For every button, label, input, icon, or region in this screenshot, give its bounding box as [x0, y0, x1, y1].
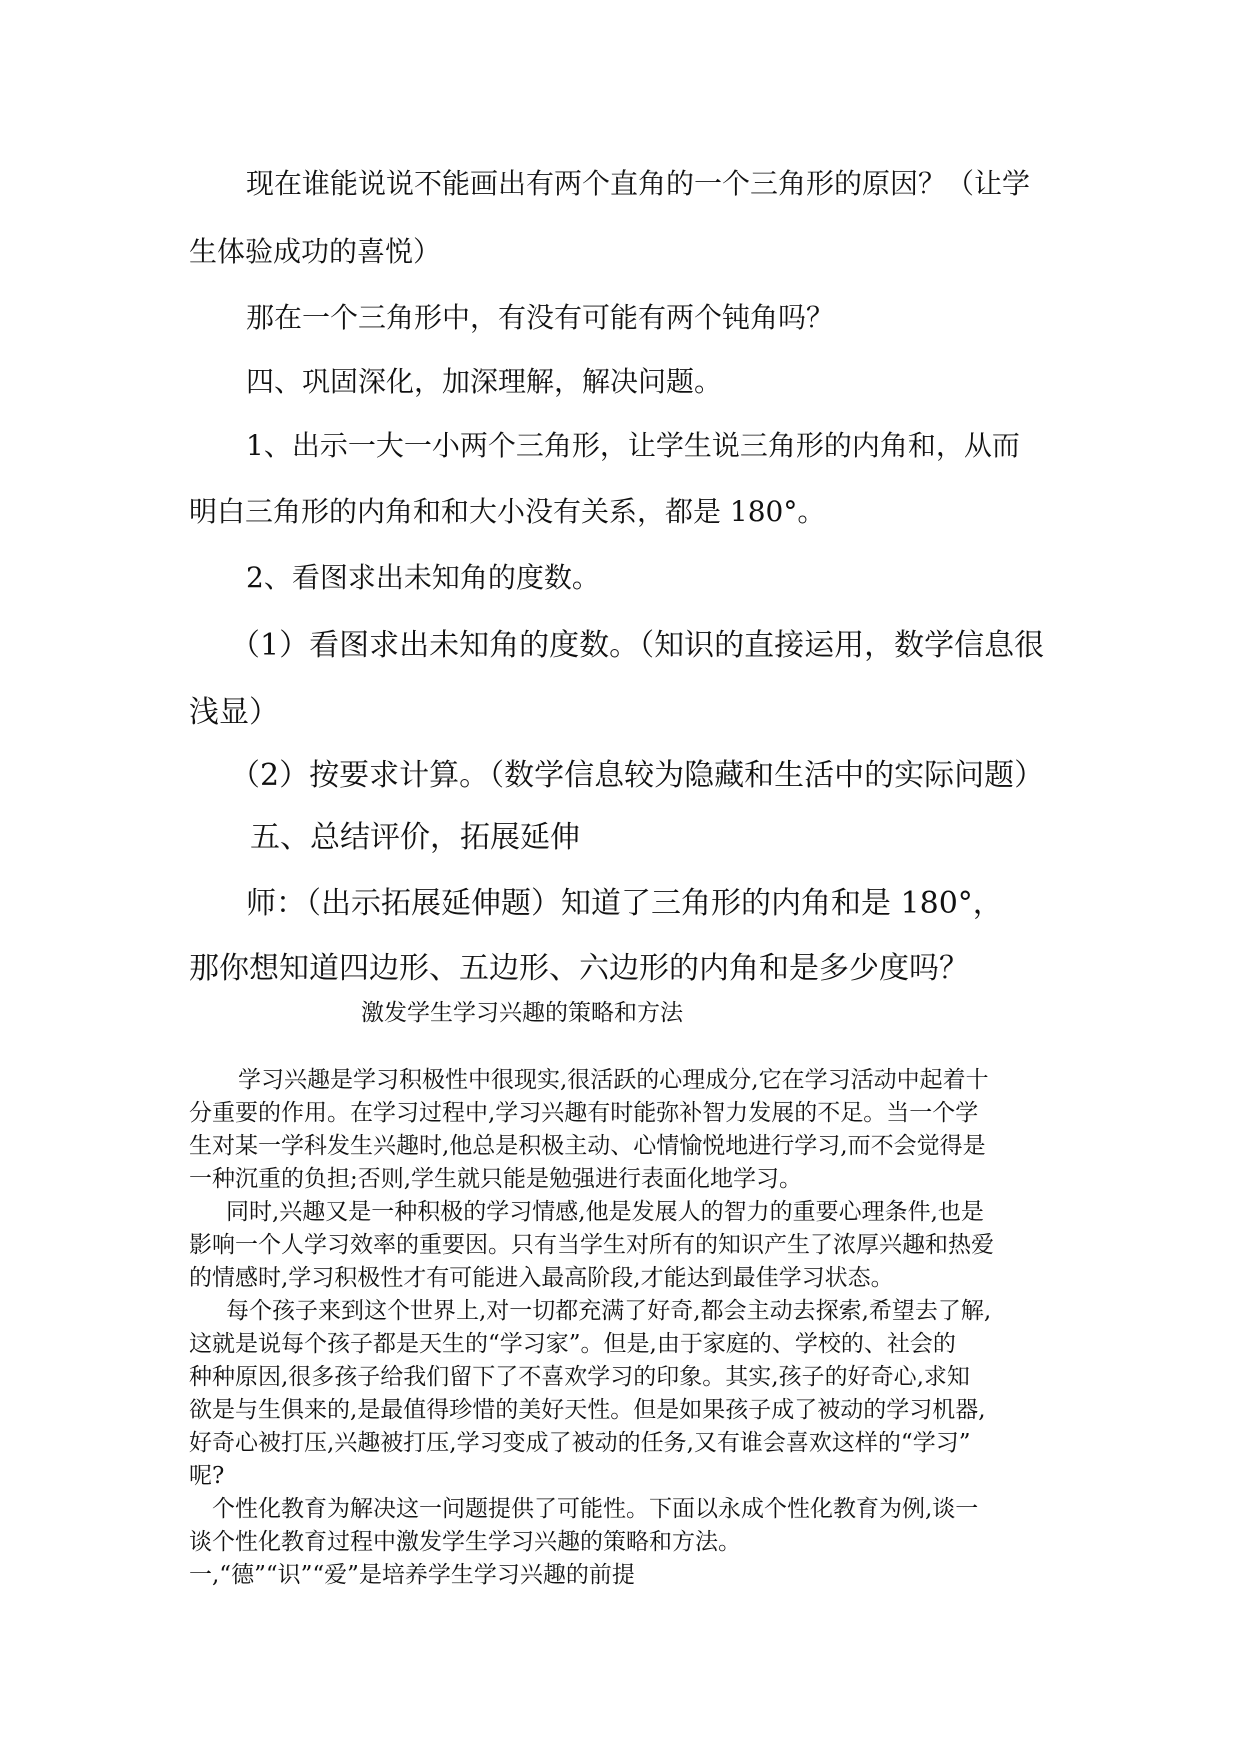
paragraph-line: 种种原因,很多孩子给我们留下了不喜欢学习的印象。其实,孩子的好奇心,求知: [189, 1364, 970, 1390]
subsection-heading: 一,“德”“识”“爱”是培养学生学习兴趣的前提: [189, 1562, 635, 1588]
text-line: 现在谁能说说不能画出有两个直角的一个三角形的原因？（让学: [246, 167, 1031, 200]
section-heading: 五、总结评价，拓展延伸: [250, 820, 580, 855]
paragraph-line: 的情感时,学习积极性才有可能进入最高阶段,才能达到最佳学习状态。: [189, 1265, 894, 1291]
text-line: 那在一个三角形中，有没有可能有两个钝角吗？: [246, 301, 835, 334]
paragraph-line: 生对某一学科发生兴趣时,他总是积极主动、心情愉悦地进行学习,而不会觉得是: [189, 1133, 986, 1159]
paragraph-line: 学习兴趣是学习积极性中很现实,很活跃的心理成分,它在学习活动中起着十: [238, 1067, 989, 1093]
article-title: 激发学生学习兴趣的策略和方法: [361, 1000, 683, 1026]
paragraph-line: 个性化教育为解决这一问题提供了可能性。下面以永成个性化教育为例,谈一: [212, 1496, 979, 1522]
paragraph-line: 谈个性化教育过程中激发学生学习兴趣的策略和方法。: [189, 1529, 741, 1555]
paragraph-line: 这就是说每个孩子都是天生的“学习家”。但是,由于家庭的、学校的、社会的: [189, 1331, 956, 1357]
text-line: 师：（出示拓展延伸题）知道了三角形的内角和是 180°，: [246, 886, 1003, 921]
text-line: （1）看图求出未知角的度数。（知识的直接运用，数学信息很: [230, 628, 1045, 663]
text-line: 明白三角形的内角和和大小没有关系，都是 180°。: [189, 495, 826, 528]
text-line: 1、出示一大一小两个三角形，让学生说三角形的内角和，从而: [246, 429, 1020, 462]
paragraph-line: 欲是与生俱来的,是最值得珍惜的美好天性。但是如果孩子成了被动的学习机器,: [189, 1397, 986, 1423]
paragraph-line: 分重要的作用。在学习过程中,学习兴趣有时能弥补智力发展的不足。当一个学: [189, 1100, 979, 1126]
paragraph-line: 每个孩子来到这个世界上,对一切都充满了好奇,都会主动去探索,希望去了解,: [226, 1298, 992, 1324]
text-line: 那你想知道四边形、五边形、六边形的内角和是多少度吗？: [189, 951, 969, 986]
text-line: （2）按要求计算。（数学信息较为隐藏和生活中的实际问题）: [230, 758, 1045, 793]
text-line: 浅显）: [189, 695, 279, 730]
paragraph-line: 呢?: [189, 1463, 225, 1489]
paragraph-line: 一种沉重的负担;否则,学生就只能是勉强进行表面化地学习。: [189, 1166, 803, 1192]
text-line: 生体验成功的喜悦）: [189, 235, 442, 268]
text-line: 2、看图求出未知角的度数。: [246, 561, 600, 594]
paragraph-line: 好奇心被打压,兴趣被打压,学习变成了被动的任务,又有谁会喜欢这样的“学习”: [189, 1430, 971, 1456]
paragraph-line: 同时,兴趣又是一种积极的学习情感,他是发展人的智力的重要心理条件,也是: [226, 1199, 984, 1225]
paragraph-line: 影响一个人学习效率的重要因。只有当学生对所有的知识产生了浓厚兴趣和热爱: [189, 1232, 994, 1258]
section-heading: 四、巩固深化，加深理解，解决问题。: [246, 365, 723, 398]
